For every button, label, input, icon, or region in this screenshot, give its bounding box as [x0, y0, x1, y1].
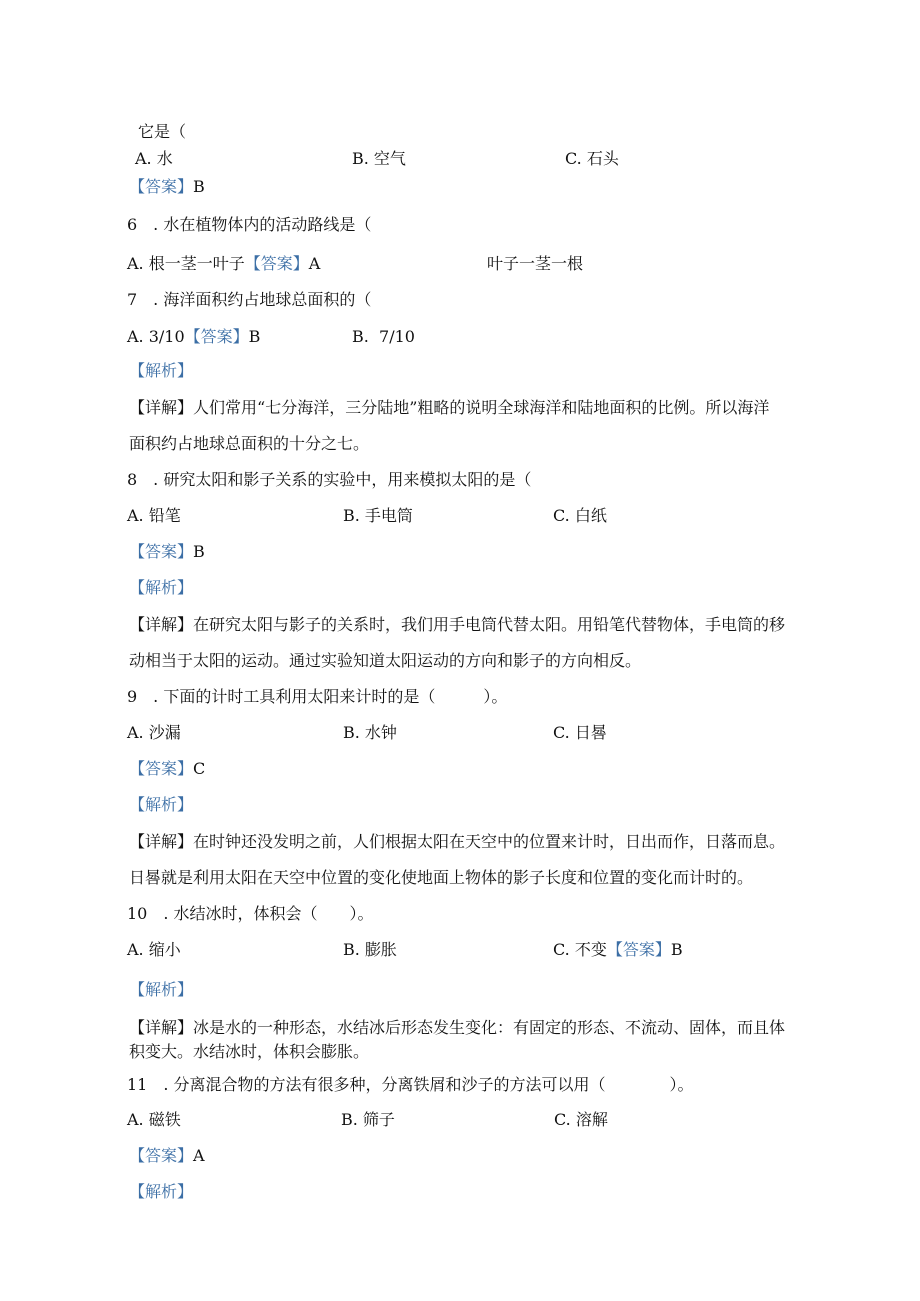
answer-row [129, 759, 205, 779]
detail-line: 日晷就是利用太阳在天空中位置的变化使地面上物体的影子长度和位置的变化而计时的。 [129, 868, 754, 887]
answer-value: A [193, 1146, 205, 1165]
detail-line: 积变大。水结冰时，体积会膨胀。 [129, 1042, 370, 1061]
question-stem: 它是（ [138, 122, 187, 141]
option-a: A. 缩小 [127, 940, 181, 959]
detail-label: 【详解】 [129, 398, 194, 417]
detail-line: 面积约占地球总面积的十分之七。 [129, 434, 370, 453]
answer-label: 【答案】 [129, 1146, 194, 1165]
answer-label: 【答案】 [129, 542, 194, 561]
option-b: B. 空气 [352, 149, 406, 168]
answer-value: A [308, 254, 321, 273]
option-c: C. 日晷 [553, 723, 607, 742]
option-a: A. 3/10 [127, 327, 185, 346]
answer-row [129, 177, 205, 197]
answer-row [129, 1146, 205, 1166]
answer-label: 【答案】 [129, 177, 194, 196]
option-c: C. 石头 [565, 149, 619, 168]
option-a: A. 铅笔 [127, 506, 181, 525]
analysis-label: 【解析】 [129, 1182, 194, 1201]
question-stem: 11 . 分离混合物的方法有很多种，分离铁屑和沙子的方法可以用（ ）。 [127, 1075, 694, 1094]
answer-label: 【答案】 [606, 940, 671, 959]
question-stem: 6 . 水在植物体内的活动路线是（ [127, 215, 372, 234]
detail-line: 【详解】冰是水的一种形态，水结冰后形态发生变化：有固定的形态、不流动、固体，而且体 [129, 1018, 786, 1037]
answer-label: 【答案】 [129, 759, 194, 778]
option-c: C. 白纸 [553, 506, 607, 525]
answer-value: B [193, 177, 205, 196]
option-a: A. 沙漏 [127, 723, 181, 742]
option-row [127, 327, 260, 347]
answer-value: B [248, 327, 261, 346]
option-a: A. 磁铁 [127, 1110, 181, 1129]
detail-line: 【详解】在研究太阳与影子的关系时，我们用手电筒代替太阳。用铅笔代替物体，手电筒的移 [129, 615, 786, 634]
analysis-label: 【解析】 [129, 578, 194, 597]
option-row [127, 254, 320, 274]
answer-value: C [193, 759, 206, 778]
question-stem: 9 . 下面的计时工具利用太阳来计时的是（ ）。 [127, 687, 508, 706]
option-a: A. 根一茎一叶子 [127, 254, 245, 273]
option-b: B. 7/10 [352, 327, 415, 346]
option-row [553, 940, 683, 960]
detail-line: 【详解】人们常用“七分海洋，三分陆地”粗略的说明全球海洋和陆地面积的比例。所以海洋 [129, 398, 770, 417]
detail-label: 【详解】 [129, 615, 194, 634]
analysis-label: 【解析】 [129, 361, 194, 380]
option-b: B. 水钟 [343, 723, 397, 742]
option-b: B. 膨胀 [343, 940, 397, 959]
option-a: A. 水 [135, 149, 173, 168]
answer-label: 【答案】 [244, 254, 309, 273]
answer-row [129, 542, 205, 562]
option-c: C. 溶解 [554, 1110, 608, 1129]
answer-label: 【答案】 [184, 327, 249, 346]
analysis-label: 【解析】 [129, 980, 194, 999]
option-b: B. 筛子 [341, 1110, 395, 1129]
analysis-label: 【解析】 [129, 795, 194, 814]
question-stem: 10 . 水结冰时，体积会（ ）。 [127, 904, 374, 923]
answer-value: B [193, 542, 205, 561]
answer-value: B [670, 940, 683, 959]
detail-label: 【详解】 [129, 1018, 194, 1037]
detail-line: 【详解】在时钟还没发明之前，人们根据太阳在天空中的位置来计时，日出而作，日落而息。 [129, 832, 786, 851]
question-stem: 7 . 海洋面积约占地球总面积的（ [127, 290, 372, 309]
option-b: 叶子一茎一根 [487, 254, 584, 273]
option-b: B. 手电筒 [343, 506, 413, 525]
detail-label: 【详解】 [129, 832, 194, 851]
question-stem: 8 . 研究太阳和影子关系的实验中，用来模拟太阳的是（ [127, 470, 532, 489]
detail-line: 动相当于太阳的运动。通过实验知道太阳运动的方向和影子的方向相反。 [129, 651, 642, 670]
option-c: C. 不变 [553, 940, 607, 959]
